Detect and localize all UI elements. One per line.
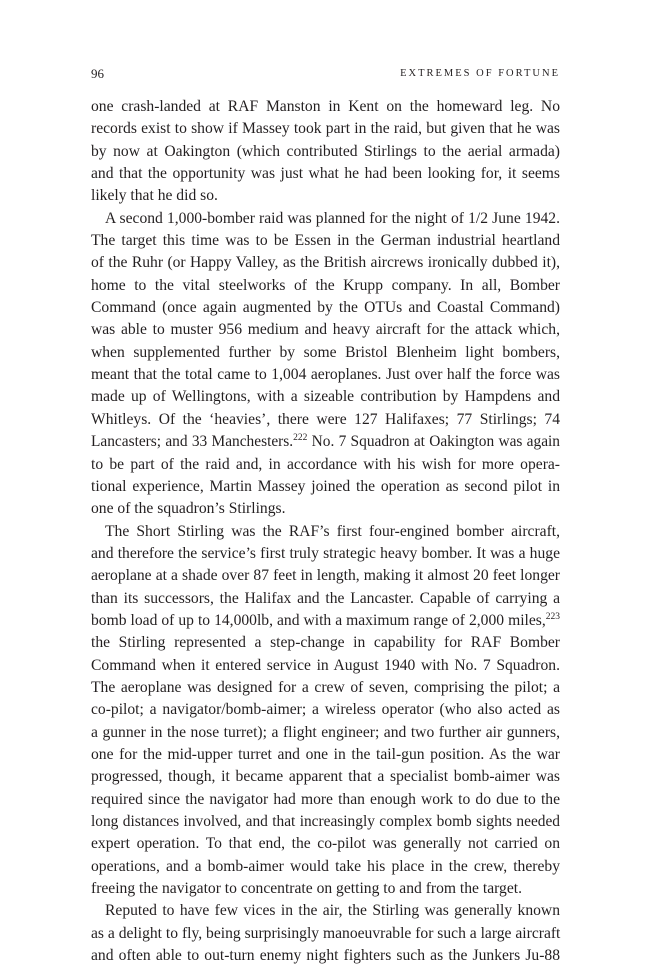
text-line	[91, 632, 560, 654]
line-text: home to the vital steelworks of the Krupp company. In all, Bomber	[91, 276, 560, 294]
text-line	[91, 900, 560, 922]
line-text: progressed, though, it became apparent that a specialist bomb-aimer was	[91, 768, 560, 786]
line-text: The aeroplane was designed for a crew of seven, comprising the pilot; a	[91, 678, 560, 696]
running-head	[91, 64, 560, 84]
text-line	[91, 208, 560, 230]
text-line	[91, 766, 560, 788]
line-text: expert operation. To that end, the co-pilot was generally not carried on	[91, 835, 560, 853]
text-line	[91, 498, 560, 520]
line-text: long distances involved, and that increasingly complex bomb sights needed	[91, 813, 560, 830]
line-text: Whitleys. Of the ‘heavies’, there were 127 Halifaxes; 77 Stirlings; 74	[91, 410, 560, 428]
body-text	[91, 96, 560, 967]
line-text: when supplemented further by some Bristol Blenheim light bombers,	[91, 343, 560, 361]
line-text: one for the mid-upper turret and one in the tail-gun position. As the war	[91, 745, 560, 763]
text-line	[91, 96, 560, 118]
text-line	[91, 543, 560, 565]
line-text-continued: No. 7 Squadron at Oakington was again	[307, 433, 560, 451]
line-text: the Stirling represented a step-change in capability for RAF Bomber	[91, 634, 560, 652]
line-text: The Short Stirling was the RAF’s first four-engined bomber aircraft,	[105, 522, 560, 540]
text-line	[91, 677, 560, 699]
text-line	[91, 409, 560, 431]
line-text: co-pilot; a navigator/bomb-aimer; a wireless operator (who also acted as	[91, 701, 560, 719]
text-line	[91, 386, 560, 408]
line-text: Reputed to have few vices in the air, the Stirling was generally known	[105, 902, 560, 920]
text-line	[91, 811, 560, 833]
line-text: to be part of the raid and, in accordance with his wish for more opera-	[91, 455, 560, 473]
text-line	[91, 185, 560, 207]
line-text: aeroplane at a shade over 87 feet in length, making it almost 20 feet longer	[91, 567, 560, 585]
footnote-marker: 222	[293, 433, 308, 444]
text-line	[91, 275, 560, 297]
line-text: by now at Oakington (which contributed Stirlings to the aerial armada)	[91, 142, 560, 160]
text-line	[91, 230, 560, 252]
line-text: one of the squadron’s Stirlings.	[91, 500, 286, 518]
text-line	[91, 744, 560, 766]
line-text: one crash-landed at RAF Manston in Kent on the homeward leg. No	[91, 98, 560, 115]
text-line	[91, 118, 560, 140]
footnote-marker: 223	[545, 611, 560, 622]
text-line	[91, 588, 560, 610]
line-text: and therefore the service’s first truly strategic heavy bomber. It was a huge	[91, 544, 560, 562]
line-text: made up of Wellingtons, with a sizeable contribution by Hampdens and	[91, 388, 560, 406]
text-line	[91, 655, 560, 677]
text-line	[91, 878, 560, 900]
text-line	[91, 297, 560, 319]
line-text: a gunner in the nose turret); a flight engineer; and two further air gunners,	[91, 723, 560, 741]
line-text: as a delight to fly, being surprisingly manoeuvrable for such a large aircraft	[91, 924, 561, 942]
text-line	[91, 521, 560, 543]
text-line	[91, 699, 560, 721]
line-text: tional experience, Martin Massey joined the operation as second pilot in	[91, 477, 560, 495]
text-line	[91, 565, 560, 587]
text-line	[91, 342, 560, 364]
line-text: Command (once again augmented by the OTUs and Coastal Command)	[91, 299, 560, 317]
text-line	[91, 319, 560, 341]
line-text: records exist to show if Massey took part in the raid, but given that he was	[91, 120, 560, 138]
line-text: likely that he did so.	[91, 187, 218, 205]
text-line	[91, 476, 560, 498]
line-text: Command when it entered service in August 1940 with No. 7 Squadron.	[91, 656, 560, 674]
line-text: of the Ruhr (or Happy Valley, as the British aircrews ironically dubbed it),	[91, 254, 560, 272]
text-line	[91, 163, 560, 185]
text-line	[91, 364, 560, 386]
page-number: 96	[91, 66, 104, 81]
line-text: The target this time was to be Essen in the German industrial heartland	[91, 232, 560, 250]
line-text: required since the navigator had more than enough work to do due to the	[91, 790, 560, 808]
text-line	[91, 789, 560, 811]
text-line	[91, 856, 560, 878]
line-text: A second 1,000-bomber raid was planned for the night of 1/2 June 1942.	[105, 209, 560, 227]
line-text: meant that the total came to 1,004 aeroplanes. Just over half the force was	[91, 366, 560, 384]
line-text: and often able to out-turn enemy night fighters such as the Junkers Ju-88	[91, 947, 560, 965]
line-text: and that the opportunity was just what he had been looking for, it seems	[91, 165, 560, 183]
line-text: was able to muster 956 medium and heavy aircraft for the attack which,	[91, 321, 560, 339]
line-text: Lancasters; and 33 Manchesters.	[91, 433, 294, 451]
text-line	[91, 610, 560, 632]
text-line	[91, 431, 560, 453]
line-text: operations, and a bomb-aimer would take his place in the crew, thereby	[91, 857, 560, 875]
text-line	[91, 945, 560, 967]
text-line	[91, 141, 560, 163]
running-title: EXTREMES OF FORTUNE	[400, 68, 560, 79]
text-line	[91, 722, 560, 744]
text-line	[91, 923, 560, 945]
text-line	[91, 454, 560, 476]
line-text: bomb load of up to 14,000lb, and with a maximum range of 2,000 miles,	[91, 611, 546, 629]
line-text: than its successors, the Halifax and the Lancaster. Capable of carrying a	[91, 589, 560, 607]
line-text: freeing the navigator to concentrate on getting to and from the target.	[91, 880, 522, 898]
text-line	[91, 833, 560, 855]
text-line	[91, 252, 560, 274]
